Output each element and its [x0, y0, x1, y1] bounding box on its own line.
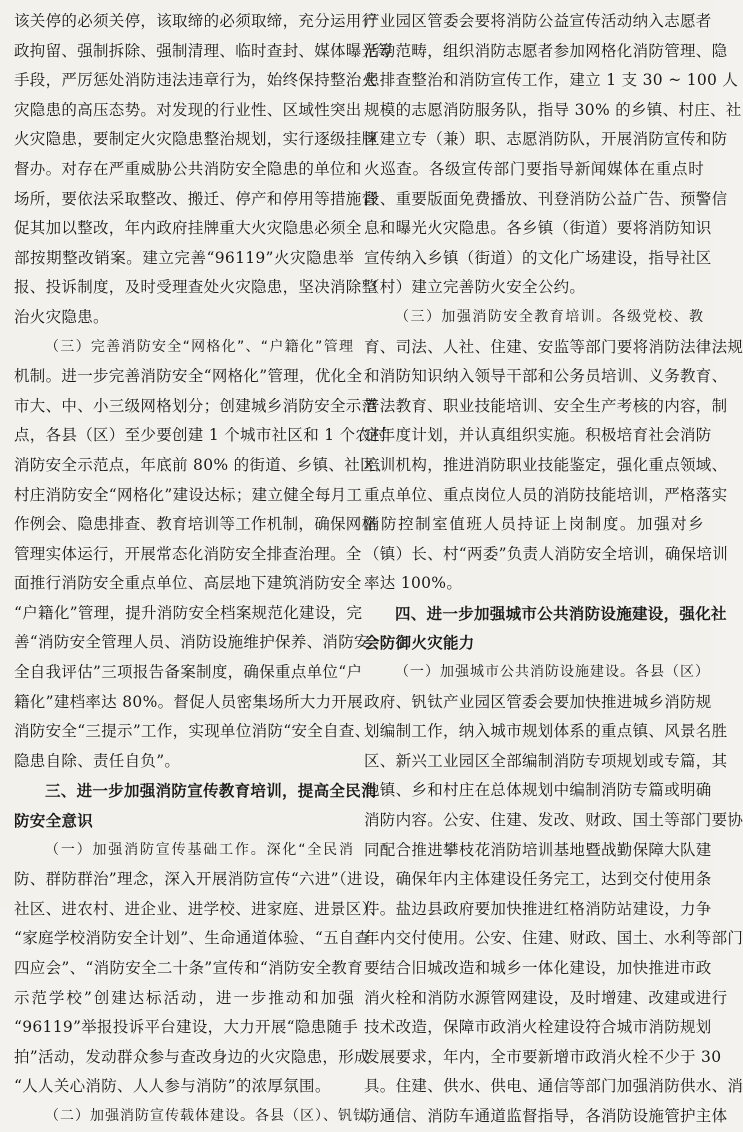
right-column-line: 患排查整治和消防宣传工作，建立 1 支 30 ~ 100 人: [364, 71, 739, 90]
right-column-line: 他镇、乡和村庄在总体规划中编制消防专篇或明确: [364, 781, 712, 800]
right-column-line: 重点单位、重点岗位人员的消防技能培训，严格落实: [364, 485, 728, 504]
right-column-line: 要结合旧城改造和城乡一体化建设，加快推进市政: [364, 959, 712, 977]
left-column-line: 村庄消防安全“网格化”建设达标；建立健全每月工: [14, 485, 363, 504]
left-column-line: 市大、中、小三级网格划分；创建城乡消防安全示范: [14, 396, 378, 415]
left-column-line: 籍化”建档率达 80%。督促人员密集场所大力开展: [14, 692, 364, 711]
right-column-line: 防通信、消防车通道监督指导，各消防设施管护主体: [364, 1106, 728, 1125]
left-column-line: （三）完善消防安全“网格化”、“户籍化”管理: [45, 338, 354, 355]
left-column-line: “人人关心消防、人人参与消防”的浓厚氛围。: [14, 1077, 331, 1096]
right-column-line: 同配合推进攀枝花消防培训基地暨战勤保障大队建: [364, 840, 712, 859]
left-column-line: 作例会、隐患排查、教育培训等工作机制，确保网格: [14, 515, 378, 534]
right-column-line: （村）建立完善防火安全公约。: [364, 278, 586, 297]
left-column-line: 该关停的必须关停，该取缔的必须取缔，充分运用行: [14, 12, 378, 30]
right-column-line: 设，确保年内主体建设任务完工，达到交付使用条: [364, 870, 712, 889]
right-column-line: （镇）长、村“两委”负责人消防安全培训，确保培训: [364, 544, 729, 563]
left-column-line: 消防安全示范点，年底前 80% 的街道、乡镇、社区、: [14, 455, 392, 474]
left-column-line: 示范学校”创建达标活动，进一步推动和加强: [14, 988, 354, 1007]
left-column-line: （一）加强消防宣传基础工作。深化“全民消: [45, 841, 354, 858]
left-column-line: 善“消防安全管理人员、消防设施维护保养、消防安: [14, 633, 370, 652]
left-column: [14, 7, 394, 1132]
right-column-line: 消防内容。公安、住建、发改、财政、国土等部门要协: [364, 811, 743, 830]
right-column-line: 规模的志愿消防服务队，指导 30% 的乡镇、村庄、社: [364, 100, 742, 119]
left-column-line: 管理实体运行，开展常态化消防安全排查治理。全: [14, 544, 362, 563]
left-column-line: 隐患自除、责任自负”。: [14, 751, 181, 770]
right-column-line: （三）加强消防安全教育培训。各级党校、教: [395, 308, 704, 325]
left-column-line: 部按期整改销案。建立完善“96119”火灾隐患举: [14, 248, 354, 267]
left-column-line: 政拘留、强制拆除、强制清理、临时查封、媒体曝光等: [14, 41, 394, 60]
left-column-line: 治火灾隐患。: [14, 307, 109, 326]
left-column-line: 灾隐患的高压态势。对发现的行业性、区域性突出: [14, 100, 362, 119]
left-column-line: 拍”活动，发动群众参与查改身边的火灾隐患，形成: [14, 1047, 370, 1066]
right-column-line: 划编制工作，纳入城市规划体系的重点镇、风景名胜: [364, 722, 728, 741]
right-column-line: 产业园区管委会要将消防公益宣传活动纳入志愿者: [364, 12, 712, 30]
left-column-line: （二）加强消防宣传载体建设。各县（区）、钒钛: [45, 1107, 368, 1124]
left-column-line: 防、群防群治”理念，深入开展消防宣传“六进”（进: [14, 870, 363, 889]
right-column-line: 定年度计划，并认真组织实施。积极培育社会消防: [364, 426, 712, 445]
left-column-line: “户籍化”管理，提升消防安全档案规范化建设，完: [14, 603, 363, 622]
right-column-line: 消防控制室值班人员持证上岗制度。加强对乡: [364, 515, 704, 534]
right-column: [364, 7, 743, 1132]
right-column-line: 具。住建、供水、供电、通信等部门加强消防供水、消: [364, 1077, 743, 1096]
left-column-line: “家庭学校消防安全计划”、生命通道体验、“五自查: [14, 929, 371, 948]
right-column-line: 技术改造，保障市政消火栓建设符合城市消防规划: [364, 1018, 712, 1037]
right-column-line: 发展要求，年内，全市要新增市政消火栓不少于 30: [364, 1047, 722, 1066]
left-column-line: 促其加以整改，年内政府挂牌重大火灾隐患必须全: [14, 219, 362, 238]
right-column-line: 活动范畴，组织消防志愿者参加网格化消防管理、隐: [364, 41, 728, 60]
left-column-line: 点，各县（区）至少要创建 1 个城市社区和 1 个农村: [14, 426, 388, 445]
left-column-line: 全自我评估”三项报告备案制度，确保重点单位“户: [14, 663, 363, 682]
right-column-line: 消火栓和消防水源管网建设，及时增建、改建或进行: [364, 988, 728, 1007]
right-column-line: 培训机构，推进消防职业技能鉴定，强化重点领域、: [364, 455, 728, 474]
left-column-line: 防安全意识: [14, 811, 94, 831]
right-column-line: 区、新兴工业园区全部编制消防专项规划或专篇，其: [364, 751, 728, 770]
left-column-line: 面推行消防安全重点单位、高层地下建筑消防安全: [14, 574, 362, 593]
right-column-line: 普法教育、职业技能培训、安全生产考核的内容，制: [364, 396, 728, 415]
right-column-line: 息和曝光火灾隐患。各乡镇（街道）要将消防知识: [364, 219, 712, 238]
right-column-line: 宣传纳入乡镇（街道）的文化广场建设，指导社区: [364, 248, 712, 267]
left-column-line: 三、进一步加强消防宣传教育培训，提高全民消: [45, 781, 377, 801]
right-column-line: 件。盐边县政府要加快推进红格消防站建设，力争: [364, 899, 712, 918]
left-column-line: 四应会”、“消防安全二十条”宣传和“消防安全教育: [14, 959, 363, 977]
left-column-line: 社区、进农村、进企业、进学校、进家庭、进景区）、: [14, 899, 386, 918]
right-column-line: 年内交付使用。公安、住建、财政、国土、水利等部门: [364, 929, 743, 948]
right-column-line: （一）加强城市公共消防设施建设。各县（区）: [395, 664, 710, 681]
right-column-line: 火巡查。各级宣传部门要指导新闻媒体在重点时: [364, 159, 704, 178]
right-column-line: 政府、钒钛产业园区管委会要加快推进城乡消防规: [364, 692, 712, 711]
left-column-line: 报、投诉制度，及时受理查处火灾隐患，坚决消除整: [14, 278, 378, 297]
right-column-line: 段、重要版面免费播放、刊登消防公益广告、预警信: [364, 189, 728, 208]
left-column-line: 消防安全“三提示”工作，实现单位消防“安全自查、: [14, 722, 371, 741]
left-column-line: 督办。对存在严重威胁公共消防安全隐患的单位和: [14, 159, 362, 178]
right-column-line: 育、司法、人社、住建、安监等部门要将消防法律法规: [364, 337, 743, 356]
left-column-line: 机制。进一步完善消防安全“网格化”管理，优化全: [14, 367, 363, 386]
left-column-line: 火灾隐患，要制定火灾隐患整治规划，实行逐级挂牌: [14, 130, 378, 149]
left-column-line: “96119”举报投诉平台建设，大力开展“隐患随手: [14, 1018, 359, 1037]
right-column-line: 率达 100%。: [364, 574, 463, 593]
left-column-line: 场所，要依法采取整改、搬迁、停产和停用等措施督: [14, 189, 378, 208]
right-column-line: 区建立专（兼）职、志愿消防队，开展消防宣传和防: [364, 130, 728, 149]
right-column-line: 和消防知识纳入领导干部和公务员培训、义务教育、: [364, 367, 728, 386]
right-column-line: 四、进一步加强城市公共消防设施建设，强化社: [395, 603, 727, 623]
right-column-line: 会防御火灾能力: [364, 633, 475, 653]
left-column-line: 手段，严厉惩处消防违法违章行为，始终保持整治火: [14, 71, 378, 90]
